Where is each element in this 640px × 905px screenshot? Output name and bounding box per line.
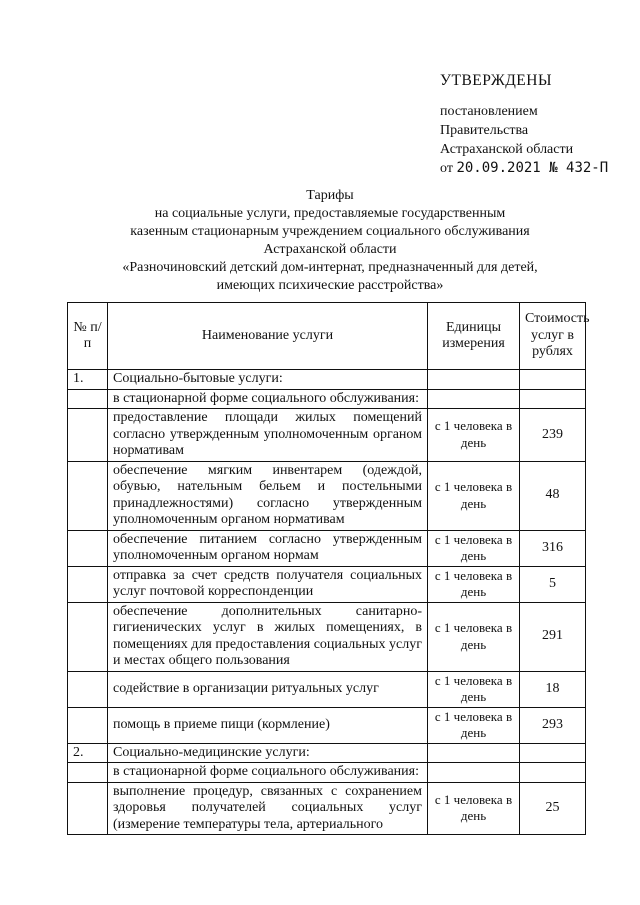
service-name-cell: обеспечение мягким инвентарем (одеждой, обувью, нательным бельем и постельными принадлежностями) согласно утвержденным уполномоченным органом нормативам <box>108 461 428 530</box>
title-line-3: казенным стационарным учреждением социального обслуживания <box>130 224 530 239</box>
unit-cell: с 1 человека в день <box>428 409 520 462</box>
title-line-6: имеющих психические расстройства» <box>216 278 444 293</box>
table-row <box>68 409 586 462</box>
approval-date-prefix: от <box>440 161 453 176</box>
price-cell: 293 <box>520 707 586 743</box>
row-num-cell <box>68 389 108 409</box>
row-num-cell <box>68 671 108 707</box>
price-cell <box>520 389 586 409</box>
unit-cell: с 1 человека в день <box>428 782 520 835</box>
service-name-cell: Социально-бытовые услуги: <box>108 370 428 390</box>
tariff-table <box>67 302 590 835</box>
table-row <box>68 461 586 530</box>
unit-cell: с 1 человека в день <box>428 530 520 566</box>
header-price: Стоимость услуг в рублях <box>520 303 586 370</box>
approval-date-line <box>440 159 630 178</box>
table-row <box>68 763 586 783</box>
row-num-cell: 2. <box>68 743 108 763</box>
service-name-cell: обеспечение питанием согласно утвержденным уполномоченным органом нормам <box>108 530 428 566</box>
unit-cell <box>428 389 520 409</box>
unit-cell <box>428 743 520 763</box>
unit-cell <box>428 370 520 390</box>
service-name-cell: в стационарной форме социального обслуживания: <box>108 763 428 783</box>
row-num-cell <box>68 782 108 835</box>
price-cell: 239 <box>520 409 586 462</box>
title-line-1: Тарифы <box>306 188 354 203</box>
table-row <box>68 743 586 763</box>
row-num-cell <box>68 530 108 566</box>
service-name-cell: содействие в организации ритуальных услуг <box>108 671 428 707</box>
table-row <box>68 602 586 671</box>
table-row <box>68 707 586 743</box>
row-num-cell: 1. <box>68 370 108 390</box>
title-line-2: на социальные услуги, предоставляемые государственным <box>154 206 506 221</box>
price-cell: 25 <box>520 782 586 835</box>
table-row <box>68 530 586 566</box>
document-title <box>60 187 600 295</box>
unit-cell: с 1 человека в день <box>428 566 520 602</box>
service-name-cell: обеспечение дополнительных санитарно-гигиенических услуг в жилых помещениях, в помещениях для предоставления социальных услуг и местах общего пользования <box>108 602 428 671</box>
service-name-cell: отправка за счет средств получателя социальных услуг почтовой корреспонденции <box>108 566 428 602</box>
unit-cell: с 1 человека в день <box>428 671 520 707</box>
unit-cell: с 1 человека в день <box>428 461 520 530</box>
row-num-cell <box>68 461 108 530</box>
service-name-cell: выполнение процедур, связанных с сохранением здоровья получателей социальных услуг (измерение температуры тела, артериального <box>108 782 428 835</box>
table-row <box>68 782 586 835</box>
table-row <box>68 671 586 707</box>
price-cell <box>520 370 586 390</box>
approval-block <box>440 72 630 178</box>
row-num-cell <box>68 707 108 743</box>
table-header-row <box>68 303 586 370</box>
service-name-cell: Социально-медицинские услуги: <box>108 743 428 763</box>
approval-line-3: Астраханской области <box>440 142 574 157</box>
approval-heading: УТВЕРЖДЕНЫ <box>440 72 552 89</box>
price-cell: 291 <box>520 602 586 671</box>
price-cell: 18 <box>520 671 586 707</box>
price-cell: 5 <box>520 566 586 602</box>
unit-cell: с 1 человека в день <box>428 602 520 671</box>
table-body <box>68 370 586 835</box>
service-name-cell: в стационарной форме социального обслуживания: <box>108 389 428 409</box>
price-cell <box>520 743 586 763</box>
unit-cell <box>428 763 520 783</box>
table-row <box>68 389 586 409</box>
row-num-cell <box>68 602 108 671</box>
title-line-4: Астраханской области <box>263 242 397 257</box>
price-cell: 48 <box>520 461 586 530</box>
price-cell <box>520 763 586 783</box>
row-num-cell <box>68 409 108 462</box>
approval-line-1: постановлением <box>440 104 538 119</box>
header-num: № п/п <box>68 303 108 370</box>
header-name: Наименование услуги <box>108 303 428 370</box>
row-num-cell <box>68 763 108 783</box>
service-name-cell: помощь в приеме пищи (кормление) <box>108 707 428 743</box>
title-line-5: «Разночиновский детский дом-интернат, предназначенный для детей, <box>122 260 538 275</box>
service-name-cell: предоставление площади жилых помещений согласно утвержденным уполномоченным органом нормативам <box>108 409 428 462</box>
row-num-cell <box>68 566 108 602</box>
header-unit: Единицы измерения <box>428 303 520 370</box>
table-row <box>68 566 586 602</box>
approval-line-2: Правительства <box>440 123 529 138</box>
approval-date-stamp: 20.09.2021 № 432-П <box>456 160 609 176</box>
unit-cell: с 1 человека в день <box>428 707 520 743</box>
price-cell: 316 <box>520 530 586 566</box>
table-row <box>68 370 586 390</box>
